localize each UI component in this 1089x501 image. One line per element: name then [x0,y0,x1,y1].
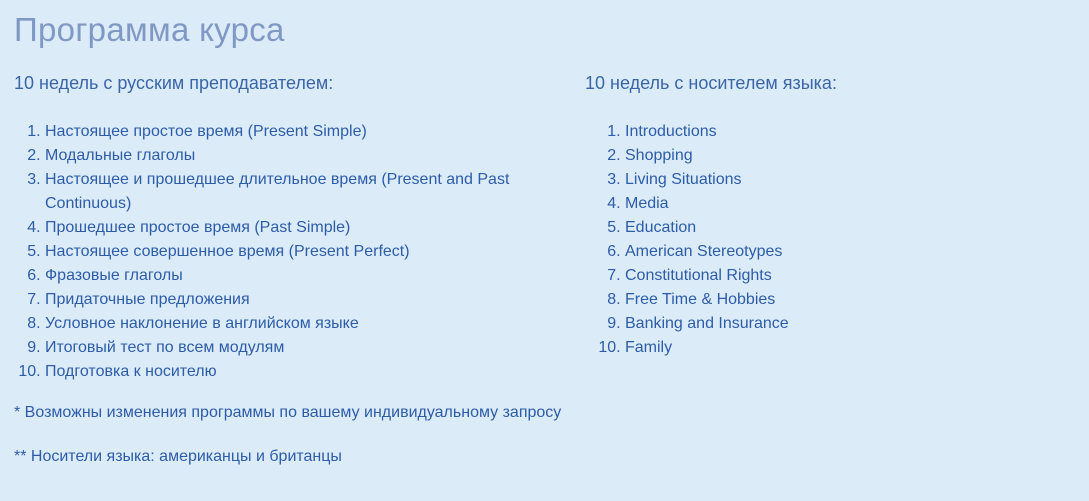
russian-teacher-column [14,72,585,384]
native-list-item-10: 10. Family [625,336,1075,360]
russian-teacher-list [14,120,524,384]
native-list-item-6: 6. American Stereotypes [625,240,1075,264]
russian-list-item-9: 9. Итоговый тест по всем модулям [45,336,524,360]
russian-list-item-7: 7. Придаточные предложения [45,288,524,312]
note-native-speakers: ** Носители языка: американцы и британцы [14,448,342,465]
native-list-item-2: 2. Shopping [625,144,1075,168]
note-program-changes: * Возможны изменения программы по вашему индивидуальному запросу [14,404,562,421]
native-list-item-1: 1. Introductions [625,120,1075,144]
native-speaker-heading: 10 недель с носителем языка: [585,73,837,93]
russian-list-item-2: 2. Модальные глаголы [45,144,524,168]
page-title: Программа курса [14,11,285,48]
native-list-item-9: 9. Banking and Insurance [625,312,1075,336]
program-columns [14,72,1075,384]
russian-list-item-5: 5. Настоящее совершенное время (Present Perfect) [45,240,524,264]
native-list-item-4: 4. Media [625,192,1075,216]
russian-list-item-10: 10. Подготовка к носителю [45,360,524,384]
russian-list-item-3: 3. Настоящее и прошедшее длительное время (Present and Past Continuous) [45,168,524,216]
russian-list-item-6: 6. Фразовые глаголы [45,264,524,288]
native-speaker-column [585,72,1075,360]
russian-teacher-heading: 10 недель с русским преподавателем: [14,73,334,93]
native-list-item-3: 3. Living Situations [625,168,1075,192]
native-list-item-8: 8. Free Time & Hobbies [625,288,1075,312]
russian-list-item-1: 1. Настоящее простое время (Present Simple) [45,120,524,144]
native-list-item-5: 5. Education [625,216,1075,240]
native-list-item-7: 7. Constitutional Rights [625,264,1075,288]
native-speaker-list [585,120,1075,360]
russian-list-item-8: 8. Условное наклонение в английском языке [45,312,524,336]
russian-list-item-4: 4. Прошедшее простое время (Past Simple) [45,216,524,240]
